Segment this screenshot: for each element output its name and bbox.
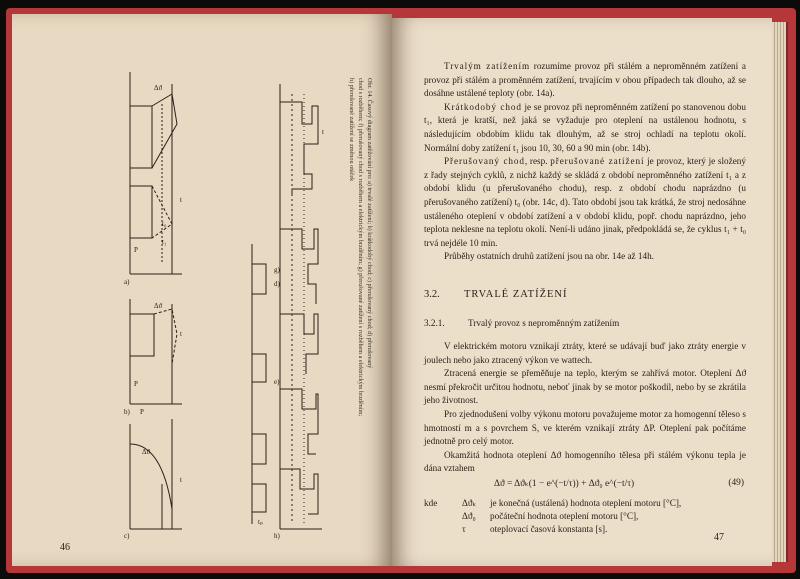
paragraph-prerusovany-chod: Přerušovaný chod, resp. přerušované zatížení je provoz, který je složený z řady stejných cyklů, z nichž každý se skládá z období neproměnného zatížení t₁ a z období klidu (u přerušovaného chodu), resp. z období chodu naprázdno (u přerušovaného zatížení) t₀ (obr. 14c, d). Tato období jsou tak krátká, že stroj nedosáhne ustáleného oteplení v období zatížení a v období klidu, popř. chodu naprázdno, jeho teplota neklesne na teplotu okolí. Není-li udáno jinak, předpokládá se, že cyklus t₁ + t₀ trvá nejdéle 10 min. xyxy=(424,156,746,248)
label-dtheta3: Δϑ xyxy=(142,448,150,456)
equation-number: (49) xyxy=(728,478,744,488)
subsection-heading xyxy=(424,318,619,328)
label-p1: P xyxy=(134,246,138,254)
definitions-list xyxy=(424,497,681,536)
definition-row: Δϑ₀ počáteční hodnota oteplení motoru [°C], xyxy=(462,511,639,521)
paragraph-teplo: Ztracená energie se přeměňuje na teplo, kterým se zahřívá motor. Oteplení Δϑ nesmí překročit určitou hodnotu, neboť jinak by se motor poškodil, nebo by se zkrátila jeho životnost. xyxy=(424,368,746,406)
definition-row: kde Δϑₖ je konečná (ustálená) hodnota oteplení motoru [°C], xyxy=(424,498,682,508)
intro-text xyxy=(424,60,746,264)
subsection-number: 3.2.1. xyxy=(424,318,445,328)
paragraph-ztraty: V elektrickém motoru vznikají ztráty, které se udávají buď jako ztráty energie v joulech nebo jako ztracený výkon ve wattech. xyxy=(424,341,746,365)
label-dtheta1: Δϑ xyxy=(154,84,162,92)
label-t1-sub: t₁ xyxy=(162,238,167,246)
subsection-title: Trvalý provoz s neproměnným zatížením xyxy=(468,318,620,328)
section-number: 3.2. xyxy=(424,289,440,300)
paragraph-ostatni: Průběhy ostatních druhů zatížení jsou na obr. 14e až 14h. xyxy=(444,251,654,262)
load-diagrams-figure xyxy=(12,14,392,566)
caption-line: chod s rozběhem; f) přerušovaný chod s rozběhem a elektrickým brzděním; g) přerušované zatížení s rozběhem a elektrickým brzděním; xyxy=(357,78,364,417)
label-b: b) xyxy=(124,408,130,416)
paragraph-okamzita: Okamžitá hodnota oteplení Δϑ homogenního tělesa při stálém výkonu tepla je dána vztahem xyxy=(424,449,746,474)
page-number-left: 46 xyxy=(60,542,70,553)
section-title: TRVALÉ ZATÍŽENÍ xyxy=(464,289,568,300)
label-a: a) xyxy=(124,278,130,286)
label-p3: P xyxy=(140,408,144,416)
label-p2: P xyxy=(134,380,138,388)
figure-caption xyxy=(347,78,374,548)
label-c: c) xyxy=(124,532,130,540)
page-edges xyxy=(772,22,788,562)
body-text xyxy=(424,340,746,476)
label-dtheta2: Δϑ xyxy=(154,302,162,310)
label-t3: t xyxy=(180,476,182,484)
label-tp: tₚ xyxy=(258,518,263,526)
label-g: g) xyxy=(274,266,280,274)
caption-line: h) přerušované zatížení se změnou otáček xyxy=(348,78,355,182)
label-e: e) xyxy=(274,378,280,386)
label-d: d) xyxy=(274,280,280,288)
label-t2: t xyxy=(180,330,182,338)
definition-row: τ oteplovací časová konstanta [s]. xyxy=(462,524,608,534)
caption-line: Obr. 14. Časový diagram zatěžování pro: a) trvalé zatížení; b) krátkodobý chod; c) přerušovaný chod; d) přerušovaný xyxy=(366,78,373,369)
paragraph-kratkodoby-chod: Krátkodobý chod je se provoz při neproměnném zatížení po stanovenou dobu t₁, která je kratší, než jaká se vyžaduje pro oteplení na ustálenou hodnotu, s následujícím obdobím klidu tak dlouhým, až se stroj ochladí na teplotu okolí. Normální doby zatížení t₁ jsou 10, 30, 60 a 90 min (obr. 14b). xyxy=(424,101,746,153)
paragraph-homogenni: Pro zjednodušení volby výkonu motoru považujeme motor za homogenní těleso s hmotností m a s povrchem S, ve kterém vznikají ztráty ΔP. Oteplení pak počítáme jednotně pro celý motor. xyxy=(424,408,746,447)
page-number-right: 47 xyxy=(714,532,724,543)
paragraph-trvale-zatizeni: Trvalým zatížením rozumíme provoz při stálém a neproměnném zatížení a provoz při stálém a proměnném zatížení, trvajícím v obou případech tak dlouho, až se dosáhne ustálené teploty (obr. 14a). xyxy=(424,61,746,99)
label-t0-sub: t₀ xyxy=(162,220,167,228)
label-h: h) xyxy=(274,532,280,540)
label-t4: t xyxy=(322,128,324,136)
left-page xyxy=(12,14,392,566)
right-page xyxy=(392,18,772,566)
label-t1: t xyxy=(180,196,182,204)
equation-49: Δϑ = Δϑₖ(1 − e^(−t/τ)) + Δϑ₀ e^(−t/τ) xyxy=(494,479,635,489)
section-heading xyxy=(424,289,568,300)
